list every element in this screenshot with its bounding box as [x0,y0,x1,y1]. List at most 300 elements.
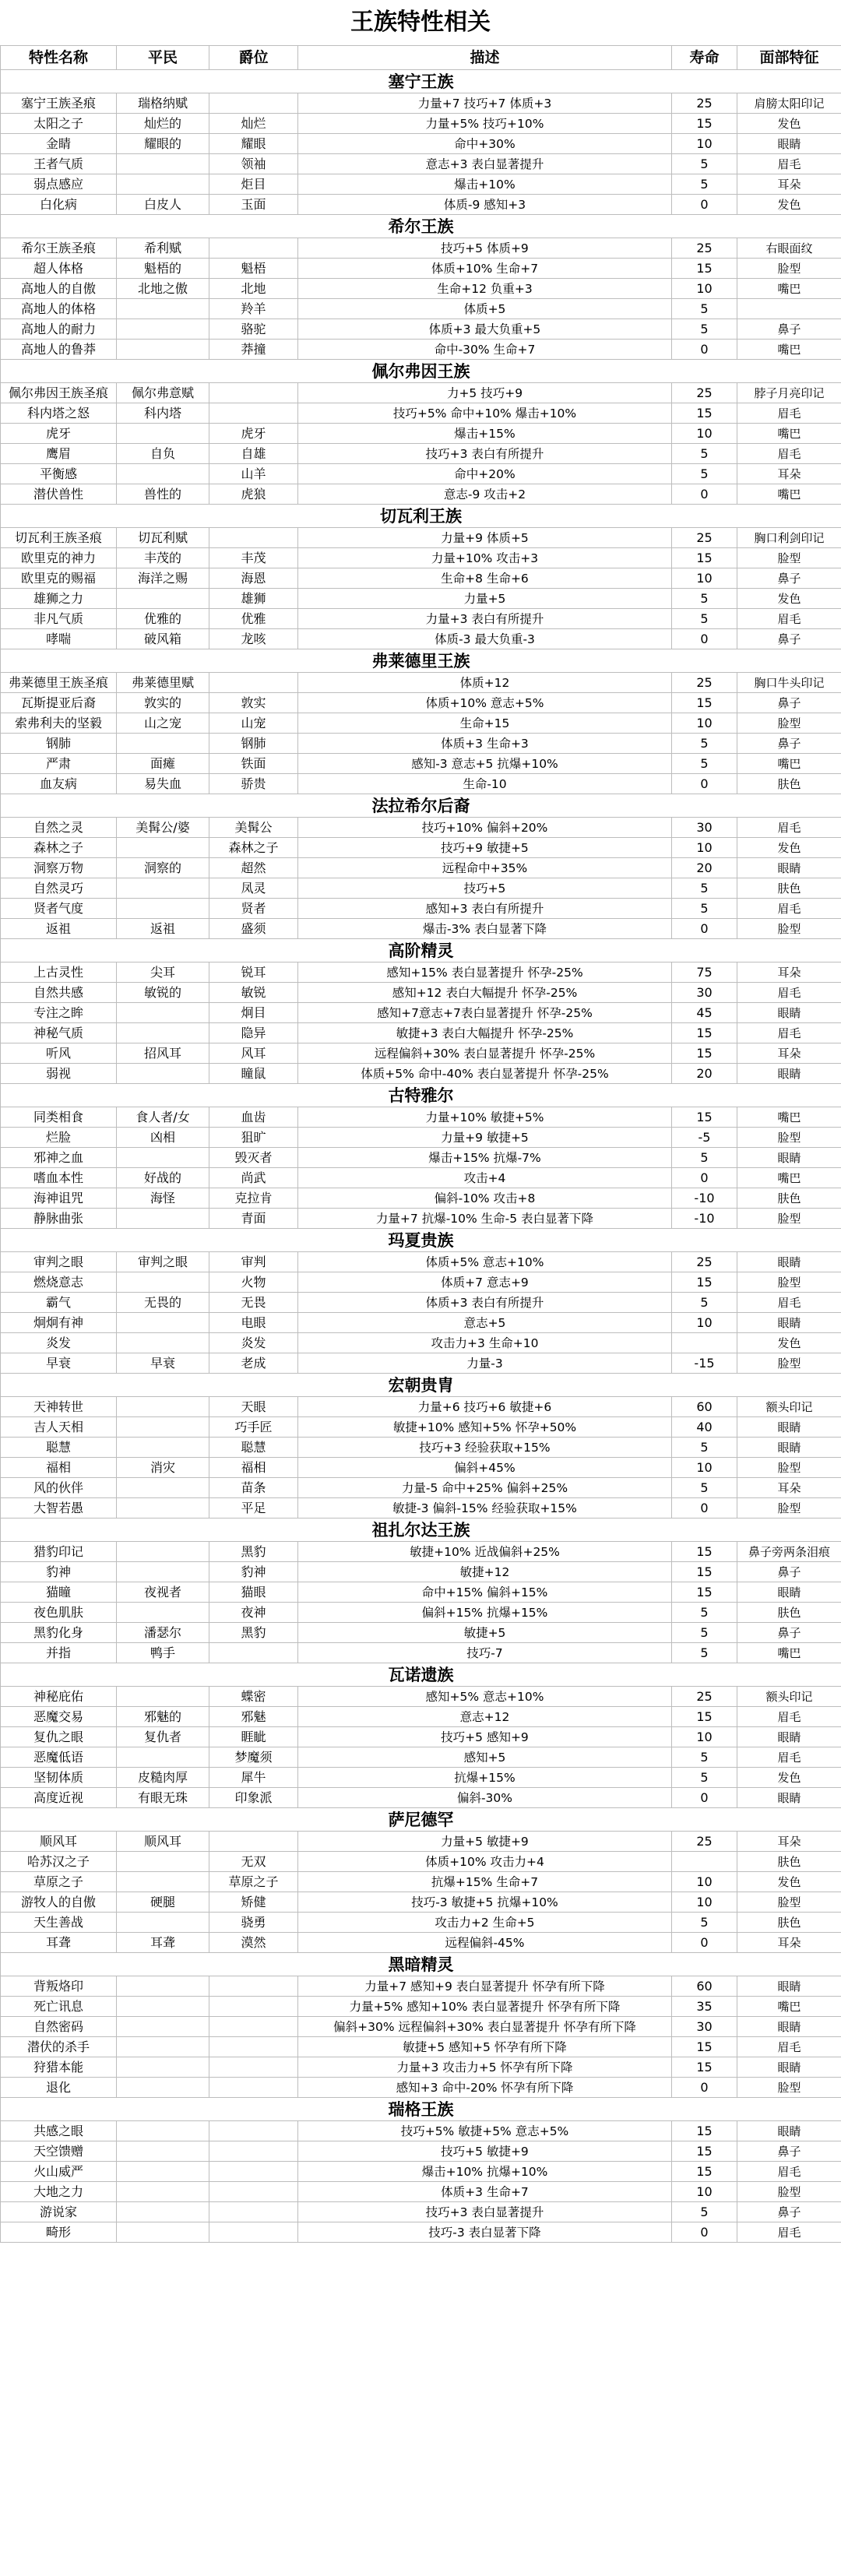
lifespan-cell: 0 [672,1933,737,1953]
lifespan-cell: 25 [672,528,737,548]
description-cell: 体质+10% 生命+7 [298,259,672,279]
description-cell: 感知+5 [298,1747,672,1768]
description-cell: 远程偏斜-45% [298,1933,672,1953]
noble-title-cell: 敦实 [209,693,298,713]
lifespan-cell: 0 [672,1168,737,1188]
trait-name-cell: 背叛烙印 [1,1976,117,1997]
description-cell: 力量+9 敏捷+5 [298,1128,672,1148]
trait-name-cell: 切瓦利王族圣痕 [1,528,117,548]
trait-row [1,134,841,154]
section-title: 宏朝贵胄 [1,1374,841,1397]
trait-name-cell: 游说家 [1,2202,117,2222]
description-cell: 技巧+3 表白显著提升 [298,2202,672,2222]
facial-feature-cell: 眼睛 [737,1313,841,1333]
lifespan-cell: 35 [672,1997,737,2017]
lifespan-cell: 0 [672,340,737,360]
noble-title-cell: 天眼 [209,1397,298,1417]
trait-name-cell: 返祖 [1,919,117,939]
trait-name-cell: 夜色肌肤 [1,1603,117,1623]
description-cell: 偏斜+30% 远程偏斜+30% 表白显著提升 怀孕有所下降 [298,2017,672,2037]
trait-name-cell: 豹神 [1,1562,117,1582]
description-cell: 力量+5 敏捷+9 [298,1832,672,1852]
trait-name-cell: 超人体格 [1,259,117,279]
trait-row [1,174,841,195]
noble-title-cell: 超然 [209,858,298,878]
description-cell: 攻击力+3 生命+10 [298,1333,672,1353]
trait-row [1,1209,841,1229]
trait-row [1,424,841,444]
commoner-title-cell [117,2057,209,2078]
commoner-title-cell [117,1976,209,1997]
description-cell: 体质+3 表白有所提升 [298,1293,672,1313]
noble-title-cell: 龙咳 [209,629,298,649]
lifespan-cell: 5 [672,589,737,609]
lifespan-cell: 5 [672,154,737,174]
lifespan-cell: 10 [672,568,737,589]
facial-feature-cell: 鼻子 [737,2202,841,2222]
section-header-row [1,1663,841,1687]
noble-title-cell: 聪慧 [209,1438,298,1458]
trait-row [1,1293,841,1313]
commoner-title-cell [117,340,209,360]
noble-title-cell: 敏锐 [209,983,298,1003]
commoner-title-cell [117,2222,209,2243]
facial-feature-cell: 发色 [737,1333,841,1353]
trait-name-cell: 并指 [1,1643,117,1663]
description-cell: 技巧+5 感知+9 [298,1727,672,1747]
commoner-title-cell: 耀眼的 [117,134,209,154]
commoner-title-cell [117,1913,209,1933]
description-cell: 意志+3 表白显著提升 [298,154,672,174]
lifespan-cell: 0 [672,484,737,505]
trait-name-cell: 天空馈赠 [1,2141,117,2162]
noble-title-cell: 雄狮 [209,589,298,609]
trait-name-cell: 狩猎本能 [1,2057,117,2078]
trait-name-cell: 哈苏汉之子 [1,1852,117,1872]
lifespan-cell: 15 [672,1707,737,1727]
description-cell: 技巧+5% 命中+10% 爆击+10% [298,403,672,424]
description-cell: 技巧+9 敏捷+5 [298,838,672,858]
lifespan-cell: 5 [672,1293,737,1313]
trait-row [1,1148,841,1168]
trait-row [1,1498,841,1519]
trait-name-cell: 吉人天相 [1,1417,117,1438]
noble-title-cell [209,2162,298,2182]
lifespan-cell: 15 [672,2141,737,2162]
lifespan-cell: 25 [672,1832,737,1852]
facial-feature-cell: 嘴巴 [737,1168,841,1188]
facial-feature-cell: 脸型 [737,1353,841,1374]
section-title: 法拉希尔后裔 [1,794,841,818]
commoner-title-cell [117,1438,209,1458]
facial-feature-cell: 肤色 [737,1603,841,1623]
lifespan-cell: 15 [672,114,737,134]
noble-title-cell: 夜神 [209,1603,298,1623]
trait-row [1,2222,841,2243]
lifespan-cell: 5 [672,1603,737,1623]
facial-feature-cell: 肤色 [737,1913,841,1933]
facial-feature-cell: 肤色 [737,774,841,794]
lifespan-cell: -15 [672,1353,737,1374]
facial-feature-cell: 眼睛 [737,2057,841,2078]
commoner-title-cell [117,1478,209,1498]
commoner-title-cell [117,1562,209,1582]
noble-title-cell: 尚武 [209,1168,298,1188]
commoner-title-cell [117,1333,209,1353]
commoner-title-cell: 硬腿 [117,1892,209,1913]
trait-name-cell: 金睛 [1,134,117,154]
facial-feature-cell: 耳朵 [737,464,841,484]
commoner-title-cell: 潘瑟尔 [117,1623,209,1643]
description-cell: 技巧+3 表白有所提升 [298,444,672,464]
facial-feature-cell: 眼睛 [737,1727,841,1747]
lifespan-cell: 25 [672,238,737,259]
commoner-title-cell [117,2141,209,2162]
commoner-title-cell: 招风耳 [117,1043,209,1064]
facial-feature-cell: 发色 [737,1768,841,1788]
trait-row [1,548,841,568]
commoner-title-cell: 好战的 [117,1168,209,1188]
noble-title-cell: 克拉肯 [209,1188,298,1209]
header-facial-feature: 面部特征 [737,46,841,70]
facial-feature-cell: 发色 [737,838,841,858]
trait-name-cell: 弗莱德里王族圣痕 [1,673,117,693]
noble-title-cell: 审判 [209,1252,298,1272]
section-header-row [1,215,841,238]
trait-row [1,2121,841,2141]
lifespan-cell: 20 [672,1064,737,1084]
trait-row [1,1438,841,1458]
commoner-title-cell: 易失血 [117,774,209,794]
trait-name-cell: 自然之灵 [1,818,117,838]
trait-name-cell: 炎发 [1,1333,117,1353]
noble-title-cell: 草原之子 [209,1872,298,1892]
trait-row [1,1043,841,1064]
lifespan-cell: 5 [672,754,737,774]
trait-row [1,2182,841,2202]
noble-title-cell: 无畏 [209,1293,298,1313]
description-cell: 感知+15% 表白显著提升 怀孕-25% [298,962,672,983]
description-cell: 远程命中+35% [298,858,672,878]
trait-name-cell: 洞察万物 [1,858,117,878]
facial-feature-cell: 嘴巴 [737,340,841,360]
commoner-title-cell: 复仇者 [117,1727,209,1747]
header-trait-name: 特性名称 [1,46,117,70]
lifespan-cell: 10 [672,1892,737,1913]
trait-name-cell: 静脉曲张 [1,1209,117,1229]
section-header-row [1,939,841,962]
lifespan-cell: 25 [672,1252,737,1272]
description-cell: 生命+8 生命+6 [298,568,672,589]
lifespan-cell: 0 [672,774,737,794]
trait-row [1,2037,841,2057]
trait-row [1,673,841,693]
trait-row [1,1003,841,1023]
description-cell: 技巧+10% 偏斜+20% [298,818,672,838]
lifespan-cell: 10 [672,1872,737,1892]
commoner-title-cell [117,1687,209,1707]
facial-feature-cell: 鼻子 [737,2141,841,2162]
facial-feature-cell: 眼睛 [737,2017,841,2037]
commoner-title-cell: 面瘫 [117,754,209,774]
lifespan-cell: 30 [672,983,737,1003]
commoner-title-cell: 山之宠 [117,713,209,734]
facial-feature-cell: 眉毛 [737,1023,841,1043]
commoner-title-cell: 敦实的 [117,693,209,713]
trait-name-cell: 高地人的自傲 [1,279,117,299]
trait-row [1,528,841,548]
description-cell: 力量+5 [298,589,672,609]
trait-row [1,568,841,589]
noble-title-cell: 犀牛 [209,1768,298,1788]
trait-name-cell: 高地人的鲁莽 [1,340,117,360]
lifespan-cell: -5 [672,1128,737,1148]
description-cell: 抗爆+15% 生命+7 [298,1872,672,1892]
trait-name-cell: 天生善战 [1,1913,117,1933]
lifespan-cell [672,1333,737,1353]
description-cell: 爆击+15% [298,424,672,444]
section-title: 弗莱德里王族 [1,649,841,673]
commoner-title-cell [117,1542,209,1562]
description-cell: 生命+15 [298,713,672,734]
trait-row [1,1252,841,1272]
noble-title-cell: 矫健 [209,1892,298,1913]
section-header-row [1,1808,841,1832]
lifespan-cell: 5 [672,174,737,195]
trait-row [1,899,841,919]
noble-title-cell: 豹神 [209,1562,298,1582]
noble-title-cell: 梦魔须 [209,1747,298,1768]
trait-row [1,1397,841,1417]
commoner-title-cell [117,1064,209,1084]
trait-name-cell: 塞宁王族圣痕 [1,93,117,114]
header-row [1,46,841,70]
trait-name-cell: 同类相食 [1,1107,117,1128]
trait-name-cell: 畸形 [1,2222,117,2243]
description-cell: 感知+3 表白有所提升 [298,899,672,919]
lifespan-cell: 20 [672,858,737,878]
description-cell: 技巧+5% 敏捷+5% 意志+5% [298,2121,672,2141]
facial-feature-cell: 肤色 [737,878,841,899]
noble-title-cell: 血齿 [209,1107,298,1128]
section-header-row [1,1374,841,1397]
commoner-title-cell [117,1003,209,1023]
lifespan-cell: 15 [672,2121,737,2141]
noble-title-cell: 苗条 [209,1478,298,1498]
noble-title-cell: 平足 [209,1498,298,1519]
description-cell: 力量+5% 技巧+10% [298,114,672,134]
commoner-title-cell [117,1148,209,1168]
description-cell: 力量+6 技巧+6 敏捷+6 [298,1397,672,1417]
commoner-title-cell: 尖耳 [117,962,209,983]
facial-feature-cell: 肩膀太阳印记 [737,93,841,114]
commoner-title-cell: 夜视者 [117,1582,209,1603]
facial-feature-cell: 耳朵 [737,1832,841,1852]
facial-feature-cell: 眼睛 [737,1064,841,1084]
trait-name-cell: 顺风耳 [1,1832,117,1852]
description-cell: 技巧+5 体质+9 [298,238,672,259]
facial-feature-cell: 脸型 [737,1128,841,1148]
description-cell: 攻击力+2 生命+5 [298,1913,672,1933]
commoner-title-cell [117,154,209,174]
facial-feature-cell: 脸型 [737,919,841,939]
trait-name-cell: 邪神之血 [1,1148,117,1168]
section-title: 佩尔弗因王族 [1,360,841,383]
lifespan-cell: 15 [672,548,737,568]
description-cell: 体质+3 生命+7 [298,2182,672,2202]
noble-title-cell: 印象派 [209,1788,298,1808]
facial-feature-cell: 发色 [737,1872,841,1892]
commoner-title-cell: 返祖 [117,919,209,939]
section-title: 切瓦利王族 [1,505,841,528]
commoner-title-cell [117,1023,209,1043]
noble-title-cell: 狙旷 [209,1128,298,1148]
noble-title-cell: 钢肺 [209,734,298,754]
facial-feature-cell: 眼睛 [737,1438,841,1458]
trait-row [1,1872,841,1892]
noble-title-cell: 铁面 [209,754,298,774]
facial-feature-cell: 发色 [737,589,841,609]
description-cell: 力量+7 抗爆-10% 生命-5 表白显著下降 [298,1209,672,1229]
trait-row [1,1997,841,2017]
trait-row [1,238,841,259]
commoner-title-cell [117,899,209,919]
trait-name-cell: 大地之力 [1,2182,117,2202]
commoner-title-cell: 魁梧的 [117,259,209,279]
description-cell: 力+5 技巧+9 [298,383,672,403]
lifespan-cell: 45 [672,1003,737,1023]
trait-name-cell: 森林之子 [1,838,117,858]
trait-name-cell: 潜伏的杀手 [1,2037,117,2057]
trait-row [1,774,841,794]
facial-feature-cell: 眼睛 [737,2121,841,2141]
trait-name-cell: 王者气质 [1,154,117,174]
lifespan-cell: 25 [672,673,737,693]
commoner-title-cell [117,319,209,340]
facial-feature-cell: 嘴巴 [737,754,841,774]
commoner-title-cell [117,299,209,319]
trait-row [1,2141,841,2162]
noble-title-cell: 骁勇 [209,1913,298,1933]
noble-title-cell [209,2141,298,2162]
noble-title-cell: 隐异 [209,1023,298,1043]
lifespan-cell: 0 [672,195,737,215]
trait-row [1,1107,841,1128]
facial-feature-cell: 眉毛 [737,2037,841,2057]
commoner-title-cell [117,2162,209,2182]
description-cell: 感知+3 命中-20% 怀孕有所下降 [298,2078,672,2098]
lifespan-cell: 15 [672,403,737,424]
trait-row [1,279,841,299]
lifespan-cell: 5 [672,1913,737,1933]
trait-row [1,962,841,983]
description-cell: 敏捷+12 [298,1562,672,1582]
description-cell: 生命-10 [298,774,672,794]
description-cell: 力量+5% 感知+10% 表白显著提升 怀孕有所下降 [298,1997,672,2017]
description-cell: 命中-30% 生命+7 [298,340,672,360]
commoner-title-cell: 瑞格纳赋 [117,93,209,114]
section-header-row [1,2098,841,2121]
description-cell: 爆击+10% [298,174,672,195]
lifespan-cell: 5 [672,609,737,629]
trait-row [1,1852,841,1872]
trait-name-cell: 神秘气质 [1,1023,117,1043]
noble-title-cell: 火物 [209,1272,298,1293]
facial-feature-cell: 眼睛 [737,1252,841,1272]
lifespan-cell: 10 [672,1727,737,1747]
trait-name-cell: 炯炯有神 [1,1313,117,1333]
description-cell: 力量+10% 敏捷+5% [298,1107,672,1128]
trait-row [1,818,841,838]
header-description: 描述 [298,46,672,70]
facial-feature-cell: 眼睛 [737,1148,841,1168]
trait-name-cell: 欧里克的赐福 [1,568,117,589]
facial-feature-cell: 眉毛 [737,444,841,464]
noble-title-cell: 老成 [209,1353,298,1374]
trait-row [1,983,841,1003]
lifespan-cell: 75 [672,962,737,983]
commoner-title-cell: 耳聋 [117,1933,209,1953]
noble-title-cell: 贤者 [209,899,298,919]
description-cell: 体质+5% 命中-40% 表白显著提升 怀孕-25% [298,1064,672,1084]
trait-row [1,1768,841,1788]
trait-name-cell: 高地人的耐力 [1,319,117,340]
facial-feature-cell: 脸型 [737,1892,841,1913]
description-cell: 技巧-3 表白显著下降 [298,2222,672,2243]
commoner-title-cell [117,838,209,858]
commoner-title-cell [117,1747,209,1768]
facial-feature-cell: 嘴巴 [737,484,841,505]
noble-title-cell [209,2037,298,2057]
lifespan-cell: 15 [672,1582,737,1603]
trait-name-cell: 风的伙伴 [1,1478,117,1498]
commoner-title-cell [117,1397,209,1417]
trait-name-cell: 上古灵性 [1,962,117,983]
section-title: 黑暗精灵 [1,1953,841,1976]
commoner-title-cell: 食人者/女 [117,1107,209,1128]
trait-row [1,1458,841,1478]
lifespan-cell: 10 [672,134,737,154]
lifespan-cell: 15 [672,259,737,279]
facial-feature-cell: 脸型 [737,1498,841,1519]
commoner-title-cell [117,589,209,609]
trait-row [1,1643,841,1663]
description-cell: 体质+3 生命+3 [298,734,672,754]
noble-title-cell: 灿烂 [209,114,298,134]
noble-title-cell: 羚羊 [209,299,298,319]
description-cell: 体质+3 最大负重+5 [298,319,672,340]
trait-name-cell: 坚韧体质 [1,1768,117,1788]
trait-row [1,1333,841,1353]
trait-name-cell: 潜伏兽性 [1,484,117,505]
commoner-title-cell: 有眼无珠 [117,1788,209,1808]
lifespan-cell: 5 [672,1478,737,1498]
description-cell: 意志+5 [298,1313,672,1333]
trait-row [1,319,841,340]
noble-title-cell: 电眼 [209,1313,298,1333]
trait-row [1,713,841,734]
facial-feature-cell: 眼睛 [737,1417,841,1438]
trait-row [1,1747,841,1768]
trait-row [1,1542,841,1562]
trait-name-cell: 游牧人的自傲 [1,1892,117,1913]
facial-feature-cell: 眼睛 [737,1003,841,1023]
trait-row [1,1353,841,1374]
description-cell: 体质+5% 意志+10% [298,1252,672,1272]
trait-row [1,1933,841,1953]
trait-row [1,2057,841,2078]
commoner-title-cell [117,464,209,484]
